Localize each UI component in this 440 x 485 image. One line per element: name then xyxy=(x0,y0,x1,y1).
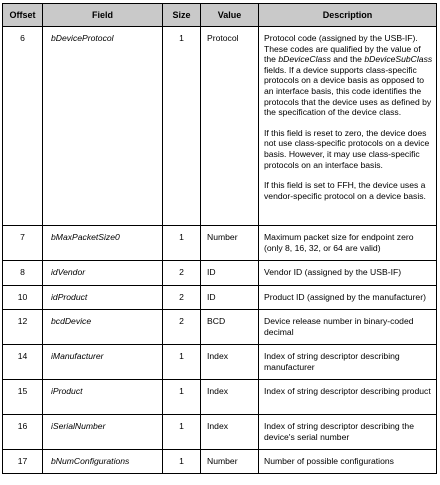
cell-description: Index of string descriptor describing manufacturer xyxy=(259,345,437,380)
cell-description: Number of possible configurations xyxy=(259,450,437,474)
description-paragraph: If this field is reset to zero, the device does not use class-specific protocols on a device basis. However, it may use class-specific protocols on an interface basis. xyxy=(264,127,430,170)
device-descriptor-table xyxy=(2,3,437,474)
header-size: Size xyxy=(163,4,201,27)
table-row xyxy=(3,27,437,226)
cell-description: Vendor ID (assigned by the USB-IF) xyxy=(259,261,437,286)
cell-size: 1 xyxy=(163,345,201,380)
document-page xyxy=(2,3,436,474)
table-row xyxy=(3,380,437,415)
cell-value: Index xyxy=(201,345,259,380)
header-description: Description xyxy=(259,4,437,27)
cell-field: idVendor xyxy=(43,261,163,286)
header-row xyxy=(3,4,437,27)
table-row xyxy=(3,261,437,286)
table-row xyxy=(3,415,437,450)
cell-size: 2 xyxy=(163,310,201,345)
cell-field: iProduct xyxy=(43,380,163,415)
cell-offset: 8 xyxy=(3,261,43,286)
description-text: Protocol code (assigned by the USB-IF). These codes are qualified by the value of the xyxy=(264,33,421,65)
cell-offset: 10 xyxy=(3,286,43,310)
cell-offset: 17 xyxy=(3,450,43,474)
description-field-ref: bDeviceClass xyxy=(278,54,331,65)
cell-value: BCD xyxy=(201,310,259,345)
header-field: Field xyxy=(43,4,163,27)
cell-value: Index xyxy=(201,415,259,450)
cell-field: iSerialNumber xyxy=(43,415,163,450)
cell-value: Index xyxy=(201,380,259,415)
cell-offset: 6 xyxy=(3,27,43,226)
table-row xyxy=(3,450,437,474)
cell-field: idProduct xyxy=(43,286,163,310)
table-row xyxy=(3,226,437,261)
description-field-ref: bDeviceSubClass xyxy=(364,54,433,65)
cell-size: 1 xyxy=(163,450,201,474)
cell-description: Maximum packet size for endpoint zero (only 8, 16, 32, or 64 are valid) xyxy=(259,226,437,261)
cell-description: Device release number in binary-coded decimal xyxy=(259,310,437,345)
cell-value: Protocol xyxy=(201,27,259,226)
cell-offset: 14 xyxy=(3,345,43,380)
cell-field: bMaxPacketSize0 xyxy=(43,226,163,261)
cell-size: 1 xyxy=(163,27,201,226)
header-value: Value xyxy=(201,4,259,27)
cell-offset: 15 xyxy=(3,380,43,415)
description-paragraph: If this field is set to FFH, the device uses a vendor-specific protocol on a device basis. xyxy=(264,180,426,201)
table-row xyxy=(3,310,437,345)
cell-offset: 7 xyxy=(3,226,43,261)
cell-size: 1 xyxy=(163,380,201,415)
description-text: fields. If a device supports class-specific protocols on a device basis as opposed to an interface basis, this code identifies the protocols that the device uses as defined by the specification of the device class. xyxy=(264,64,432,118)
cell-size: 2 xyxy=(163,261,201,286)
cell-value: ID xyxy=(201,286,259,310)
cell-value: ID xyxy=(201,261,259,286)
cell-offset: 16 xyxy=(3,415,43,450)
table-row xyxy=(3,345,437,380)
cell-value: Number xyxy=(201,226,259,261)
description-paragraph xyxy=(264,33,433,118)
cell-description: Index of string descriptor describing product xyxy=(259,380,437,415)
cell-description: Index of string descriptor describing the device's serial number xyxy=(259,415,437,450)
description-text: and the xyxy=(330,54,365,65)
table-header xyxy=(3,4,437,27)
cell-description xyxy=(259,27,437,226)
cell-field: iManufacturer xyxy=(43,345,163,380)
cell-field: bDeviceProtocol xyxy=(43,27,163,226)
cell-description: Product ID (assigned by the manufacturer) xyxy=(259,286,437,310)
table-row xyxy=(3,286,437,310)
cell-field: bNumConfigurations xyxy=(43,450,163,474)
cell-size: 1 xyxy=(163,226,201,261)
header-offset: Offset xyxy=(3,4,43,27)
cell-field: bcdDevice xyxy=(43,310,163,345)
cell-size: 2 xyxy=(163,286,201,310)
cell-value: Number xyxy=(201,450,259,474)
cell-offset: 12 xyxy=(3,310,43,345)
cell-size: 1 xyxy=(163,415,201,450)
